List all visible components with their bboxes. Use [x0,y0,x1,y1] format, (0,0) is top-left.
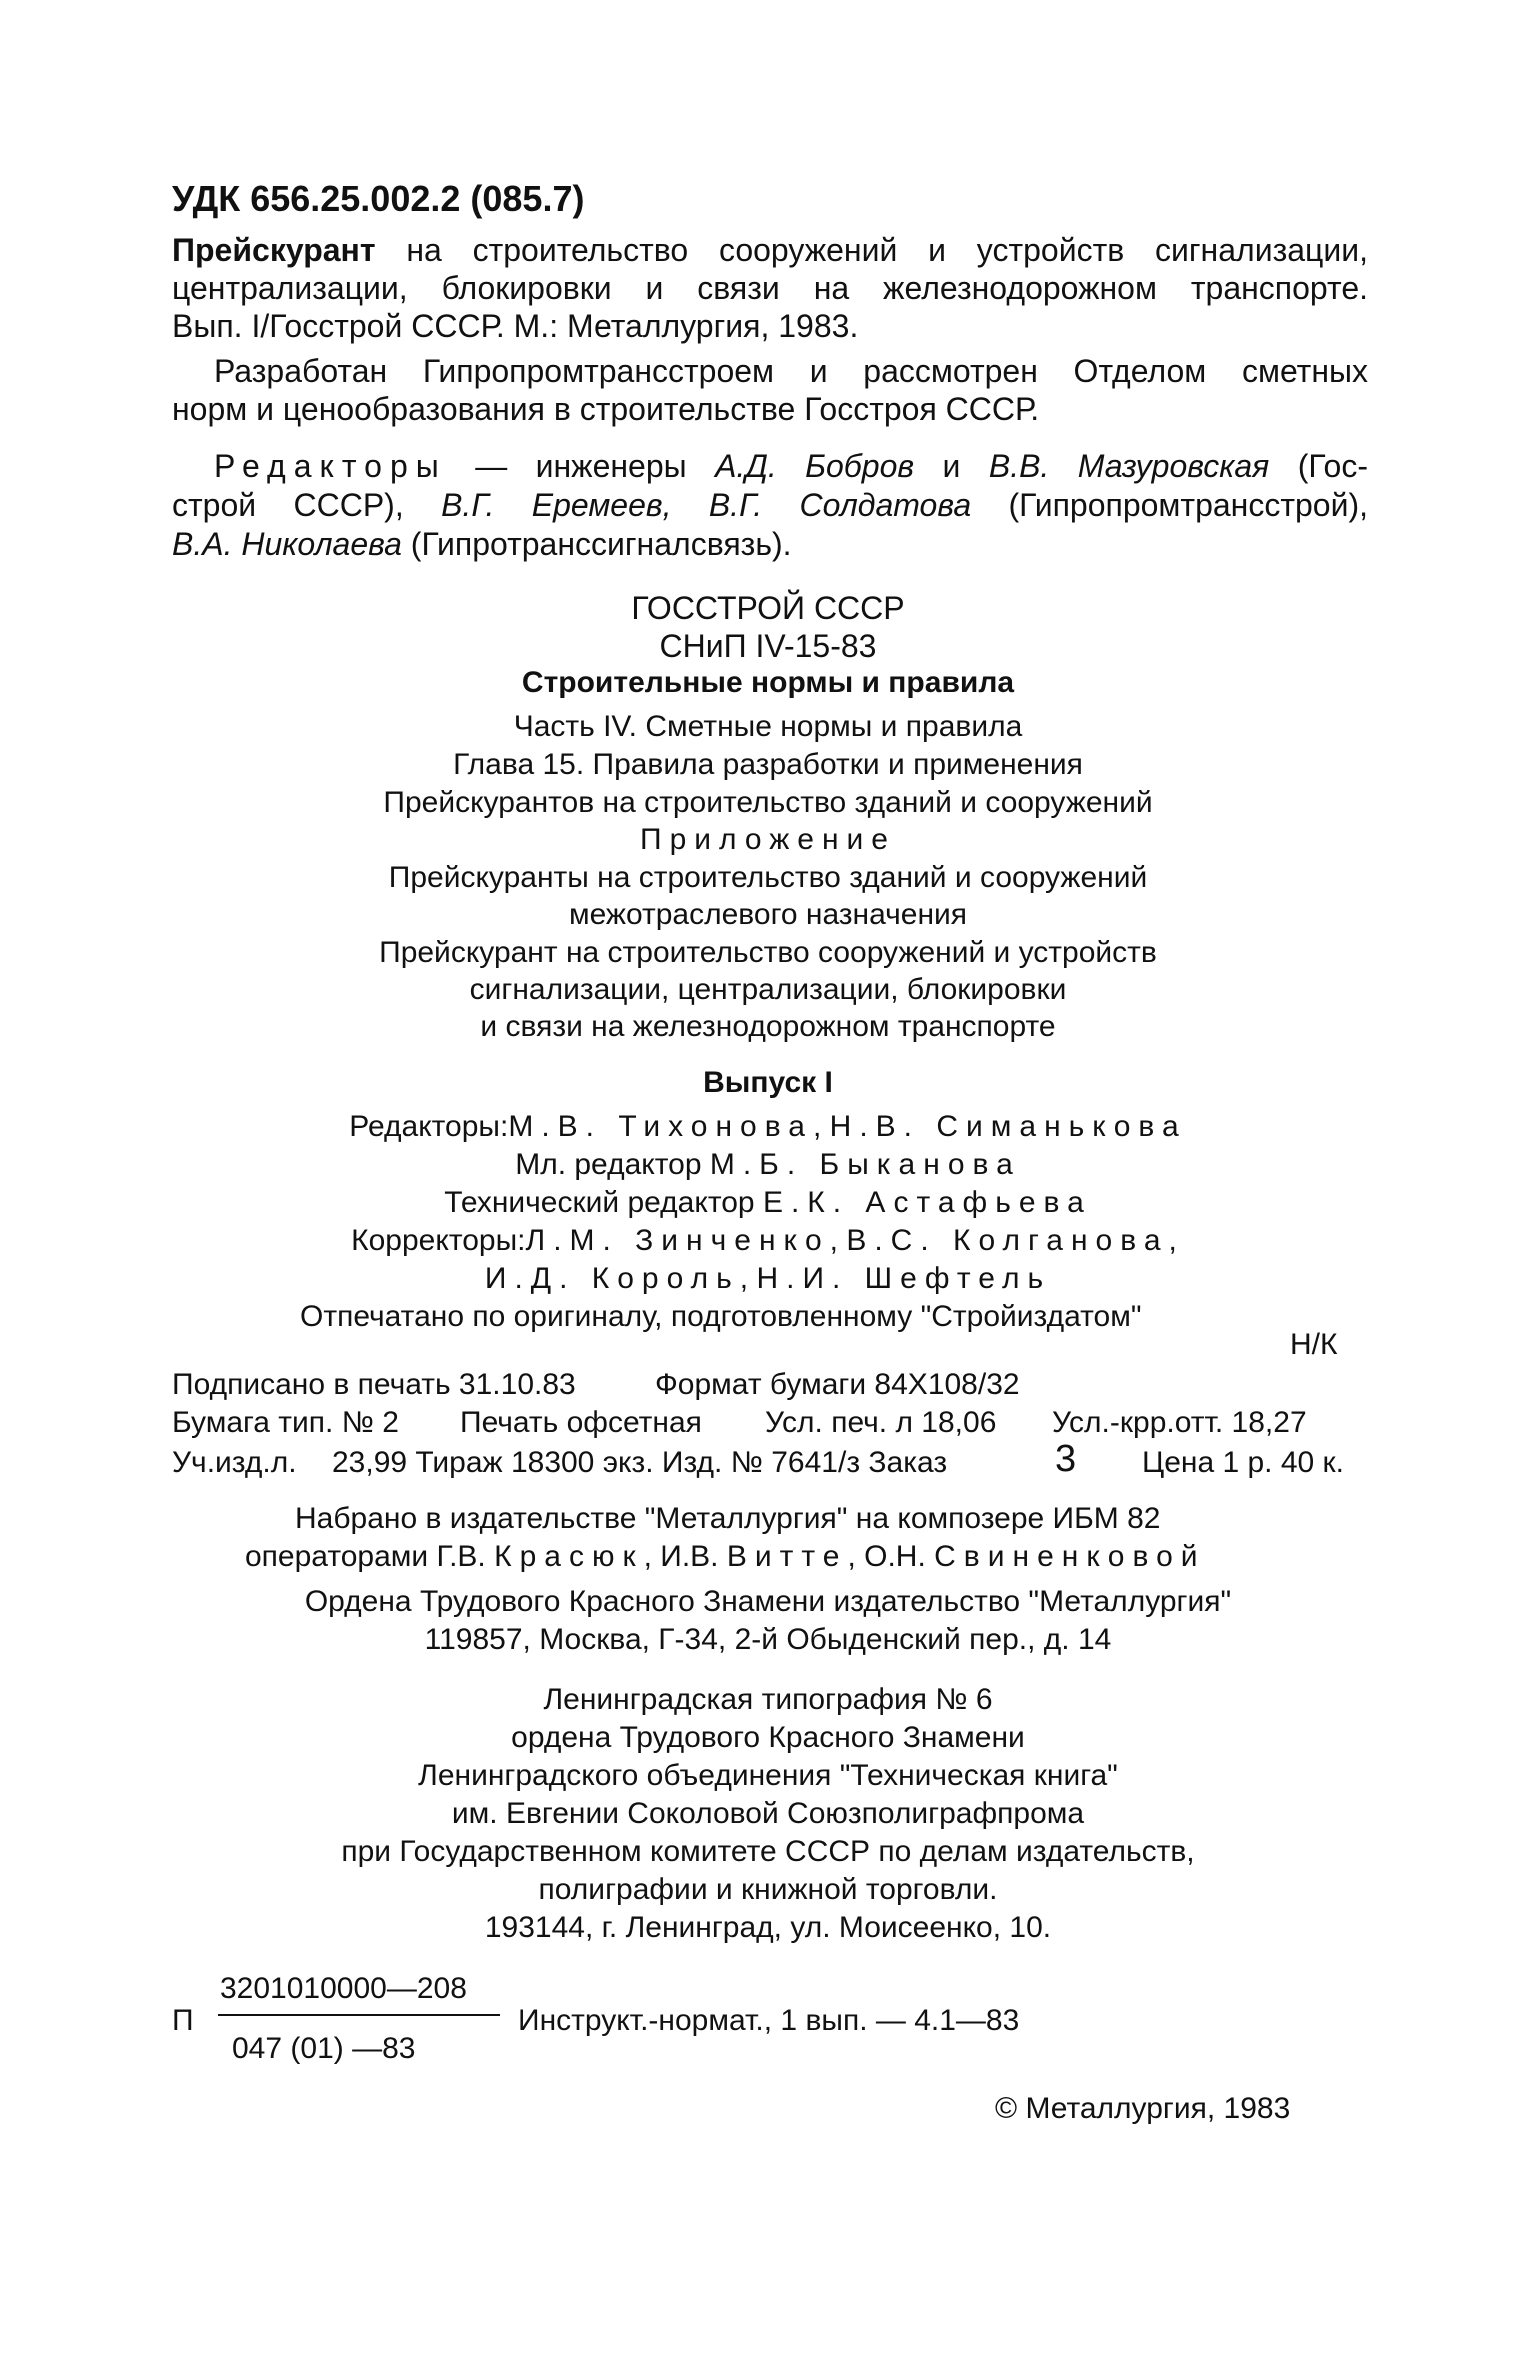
appendix-line-3: Прейскурант на строительство сооружений и устройств [379,936,1157,969]
copyright: © Металлургия, 1983 [995,2092,1291,2125]
print-info-sheets: Усл. печ. л 18,06 [765,1406,997,1439]
credits-name: Л.М. Зинченко [525,1224,830,1257]
issue-number: Выпуск I [703,1066,833,1099]
doc-title: Строительные нормы и правила [521,666,1015,699]
printed-from: Отпечатано по оригиналу, подготовленному "Стройиздатом" [300,1300,1142,1333]
credits-label: Технический редактор [444,1186,763,1219]
chapter-title: Глава 15. Правила разработки и применения [453,748,1083,781]
editor-name: А.Д. Бобров [715,448,915,484]
editors-text: — инженеры [446,448,716,484]
credits-name: Н.В. Симанькова [829,1110,1187,1143]
editors-line-3 [172,526,792,563]
credits-label: Мл. редактор [515,1148,710,1181]
udk-code: УДК 656.25.002.2 (085.7) [172,178,585,219]
appendix-line-4: сигнализации, централизации, блокировки [469,973,1067,1006]
bib-line-1-rest: на строительство сооружений и устройств сигнализации, [406,232,1369,268]
developed-line-2: норм и ценообразования в строительстве Госстроя СССР. [172,391,1040,427]
editors-text: (Гос- [1269,448,1368,484]
credits-name: М.Б. Быканова [709,1148,1021,1181]
typeset-text: , О.Н. [847,1540,935,1573]
editors-text: (Гипротранссигналсвязь). [401,526,792,562]
credits-name: М.В. Тихонова [508,1110,813,1143]
print-info-pub-sheets: Уч.изд.л. [172,1446,297,1479]
credits-name: В.С. Колганова, [846,1224,1185,1257]
printer-line-7: 193144, г. Ленинград, ул. Моисеенко, 10. [484,1911,1052,1944]
credits-label: Редакторы: [349,1110,509,1143]
print-info-order-number: 3 [1055,1438,1077,1480]
org-name: ГОССТРОЙ СССР [631,590,905,626]
credits-tech-editor [0,1186,1536,1220]
printer-line-2: ордена Трудового Красного Знамени [511,1721,1025,1754]
print-info-signed: Подписано в печать 31.10.83 [172,1368,576,1401]
appendix-line-5: и связи на железнодорожном транспорте [480,1010,1056,1043]
index-denominator: 047 (01) —83 [232,2032,416,2065]
nk-mark: Н/К [1290,1328,1338,1361]
publisher-line-1: Ордена Трудового Красного Знамени издательство "Металлургия" [304,1585,1232,1618]
appendix-line-2: межотраслевого назначения [568,898,968,931]
print-info-impressions: Усл.-крр.отт. 18,27 [1052,1406,1307,1439]
editor-name: В.В. Мазуровская [988,448,1270,484]
editors-label: Редакторы [214,448,447,484]
credits-correctors: Корректоры:Л.М. Зинченко, В.С. Колганова, [351,1224,1185,1257]
operator-name: Свиненковой [934,1540,1206,1573]
bib-line-1 [172,232,1368,269]
printer-line-4: им. Евгении Соколовой Союзполиграфпрома [451,1797,1085,1830]
operator-name: Красюк [494,1540,644,1573]
index-fraction-bar [218,2014,500,2016]
editors-text: (Гипропромтрансстрой), [971,487,1369,523]
publisher-line-2: 119857, Москва, Г-34, 2-й Обыденский пер., д. 14 [424,1623,1112,1656]
credits-name: И.Д. Король [484,1262,740,1295]
credits-correctors-2: И.Д. Король, Н.И. Шефтель [484,1262,1052,1295]
credits-name: Е.К. Астафьева [762,1186,1092,1219]
appendix-heading: Приложение [640,823,896,856]
editors-text: строй СССР), [172,487,442,523]
printer-line-5: при Государственном комитете СССР по делам издательств, [341,1835,1195,1868]
appendix-line-1: Прейскуранты на строительство зданий и сооружений [388,861,1148,894]
editors-line-1 [214,448,1368,485]
typeset-text: , И.В. [643,1540,727,1573]
developed-line-1: Разработан Гипропромтрансстроем и рассмотрен Отделом сметных [214,353,1368,389]
index-text: Инструкт.-нормат., 1 вып. — 4.1—83 [518,2004,1020,2037]
index-numerator: 3201010000—208 [220,1972,467,2005]
printer-line-3: Ленинградского объединения "Техническая книга" [418,1759,1118,1792]
print-info-printing: Печать офсетная [460,1406,702,1439]
credits-label: Корректоры: [351,1224,526,1257]
editors-text: и [914,448,989,484]
bib-line-3: Вып. I/Госстрой СССР. М.: Металлургия, 1983. [172,308,859,344]
editor-name: В.Г. Еремеев, В.Г. Солдатова [441,487,972,523]
print-info-paper: Бумага тип. № 2 [172,1406,399,1439]
snip-code: СНиП IV-15-83 [659,628,877,664]
editors-line-2 [172,487,1368,524]
chapter-subtitle: Прейскурантов на строительство зданий и сооружений [383,786,1153,819]
operator-name: Витте [726,1540,848,1573]
credits-editors: Редакторы:М.В. Тихонова, Н.В. Симанькова [349,1110,1187,1143]
credits-name: Н.И. Шефтель [756,1262,1052,1295]
typeset-line-2 [245,1540,1206,1574]
typeset-line-1: Набрано в издательстве "Металлургия" на композере ИБМ 82 [295,1502,1161,1535]
printer-line-6: полиграфии и книжной торговли. [538,1873,998,1906]
credits-junior-editor [0,1148,1536,1182]
print-info-price: Цена 1 р. 40 к. [1142,1446,1345,1479]
print-info-run: 23,99 Тираж 18300 экз. Изд. № 7641/з Заказ [332,1446,948,1479]
typeset-text: операторами Г.В. [245,1540,495,1573]
print-info-format: Формат бумаги 84Х108/32 [655,1368,1020,1401]
index-letter: П [172,2004,194,2037]
bib-line-2: централизации, блокировки и связи на железнодорожном транспорте. [172,270,1368,306]
part-title: Часть IV. Сметные нормы и правила [513,710,1023,743]
editor-name: В.А. Николаева [172,526,402,562]
printer-line-1: Ленинградская типография № 6 [543,1683,993,1716]
bib-title-bold: Прейскурант [172,232,376,268]
